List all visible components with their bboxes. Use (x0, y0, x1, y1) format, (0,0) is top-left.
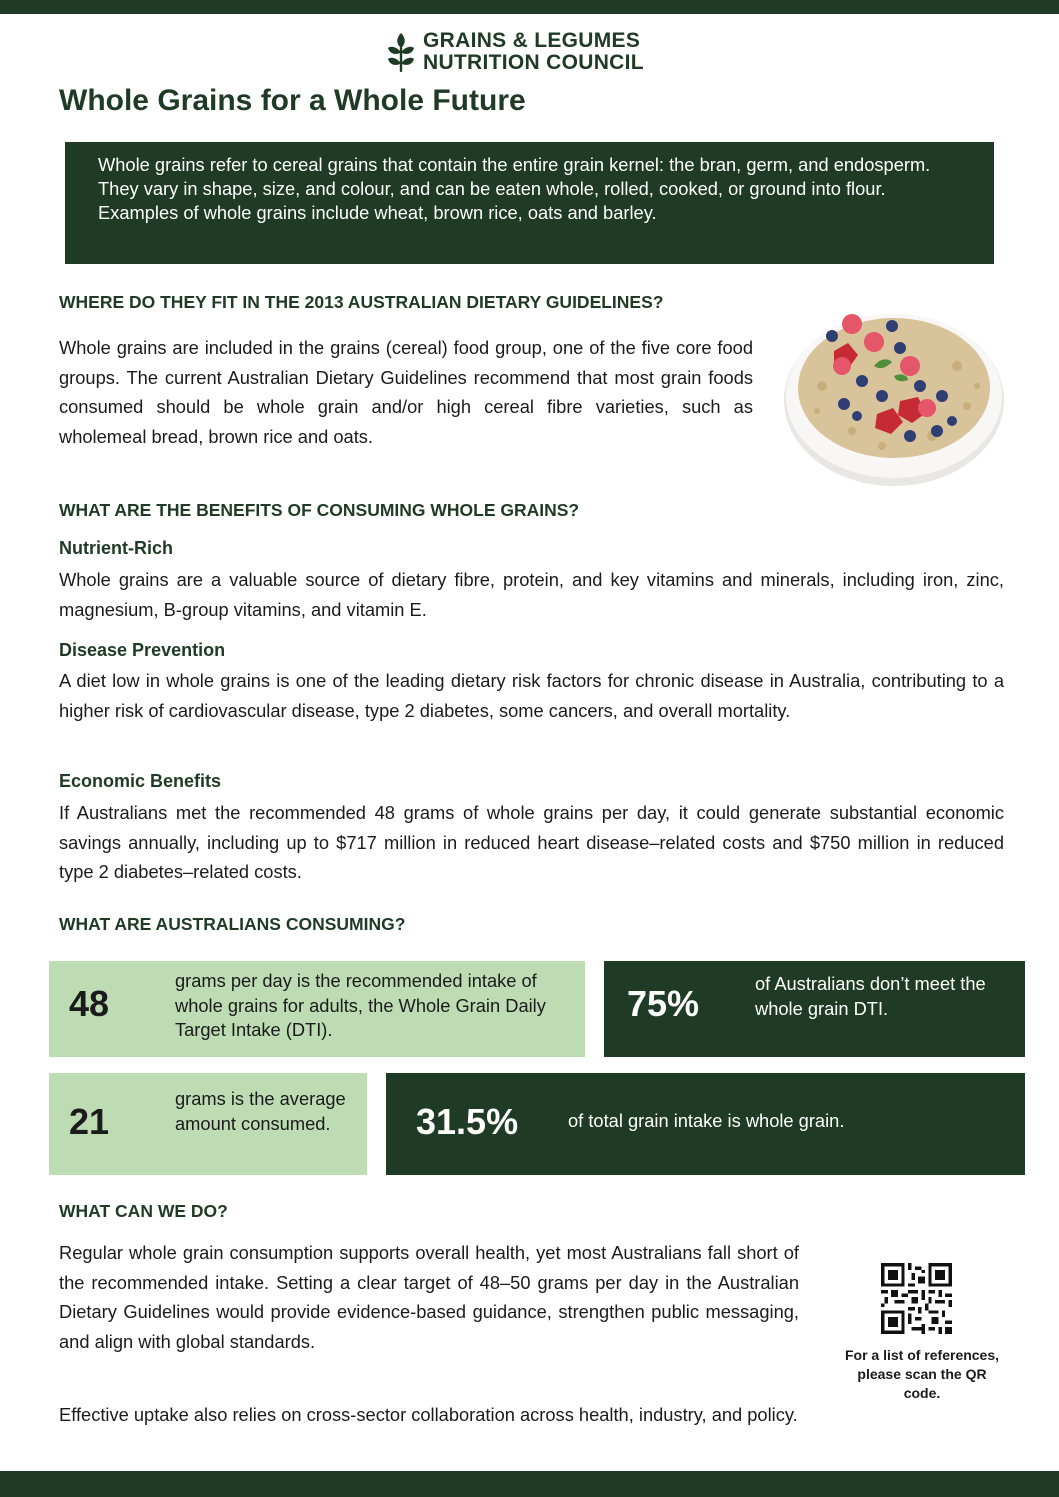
action-paragraph-1: Regular whole grain consumption supports overall health, yet most Australians fall short of the recommended intake. Setting a clear target of 48–50 grams per day in the Australian Dietary Guidelines would provide evidence-based guidance, strengthen public messaging, and align with global standards. (59, 1242, 799, 1352)
stat-card-not-meeting-dti (604, 961, 1025, 1057)
guidelines-heading: WHERE DO THEY FIT IN THE 2013 AUSTRALIAN DIETARY GUIDELINES? (59, 292, 664, 312)
benefits-heading: WHAT ARE THE BENEFITS OF CONSUMING WHOLE GRAINS? (59, 500, 580, 520)
org-logo (387, 30, 644, 74)
stat-card-average-intake (49, 1073, 367, 1175)
stat-text-share: of total grain intake is whole grain. (568, 1110, 845, 1131)
stat-value-share: 31.5% (416, 1101, 519, 1142)
disease-prevention-paragraph: A diet low in whole grains is one of the leading dietary risk factors for chronic disease in Australia, contributing to a higher risk of cardiovascular disease, type 2 diabetes, some cancers, and overall mortality. (59, 670, 1004, 721)
nutrient-rich-paragraph: Whole grains are a valuable source of dietary fibre, protein, and key vitamins and minerals, including iron, zinc, magnesium, B-group vitamins, and vitamin E. (59, 569, 1004, 620)
stat-text-not-meeting: of Australians don’t meet the whole grain DTI. (755, 973, 986, 1019)
wheat-leaf-icon (387, 31, 415, 73)
intro-examples: Examples of whole grains include wheat, brown rice, oats and barley. (98, 202, 657, 223)
bottom-banner-bar (0, 1471, 1059, 1497)
stat-text-average: grams is the average amount consumed. (175, 1088, 346, 1134)
intro-box (65, 142, 994, 264)
disease-prevention-subheading: Disease Prevention (59, 640, 226, 660)
nutrient-rich-subheading: Nutrient-Rich (59, 538, 173, 558)
stat-value-not-meeting: 75% (627, 983, 700, 1024)
top-banner-bar (0, 0, 1059, 14)
qr-caption: For a list of references, please scan the QR code. (844, 1347, 1000, 1401)
economic-benefits-subheading: Economic Benefits (59, 771, 222, 791)
stat-card-dti (49, 961, 585, 1057)
stat-text-dti: grams per day is the recommended intake of whole grains for adults, the Whole Grain Daily Target Intake (DTI). (175, 970, 546, 1040)
stat-value-dti: 48 (69, 983, 110, 1024)
action-heading: WHAT CAN WE DO? (59, 1201, 228, 1221)
stat-card-whole-grain-share (386, 1073, 1025, 1175)
stat-value-average: 21 (69, 1101, 110, 1142)
page-title: Whole Grains for a Whole Future (59, 84, 526, 117)
porridge-bowl-image (782, 296, 1006, 488)
economic-benefits-paragraph: If Australians met the recommended 48 grams of whole grains per day, it could generate substantial economic savings annually, including up to $717 million in reduced heart disease–related costs and $750 million in reduced type 2 diabetes–related costs. (59, 802, 1004, 882)
intro-definition: Whole grains refer to cereal grains that contain the entire grain kernel: the bran, germ, and endosperm. They vary in shape, size, and colour, and can be eaten whole, rolled, cooked, or ground into flour. (98, 154, 931, 199)
org-name-line-1: GRAINS & LEGUMES (423, 29, 641, 52)
org-name-line-2: NUTRITION COUNCIL (423, 51, 644, 74)
consumption-heading: WHAT ARE AUSTRALIANS CONSUMING? (59, 914, 406, 934)
action-paragraph-2: Effective uptake also relies on cross-sector collaboration across health, industry, and policy. (59, 1404, 798, 1425)
qr-code-icon[interactable] (881, 1263, 952, 1334)
guidelines-paragraph: Whole grains are included in the grains (cereal) food group, one of the five core food groups. The current Australian Dietary Guidelines recommend that most grain foods consumed should be whole grain and/or high cereal fibre varieties, such as wholemeal bread, brown rice and oats. (59, 337, 753, 447)
